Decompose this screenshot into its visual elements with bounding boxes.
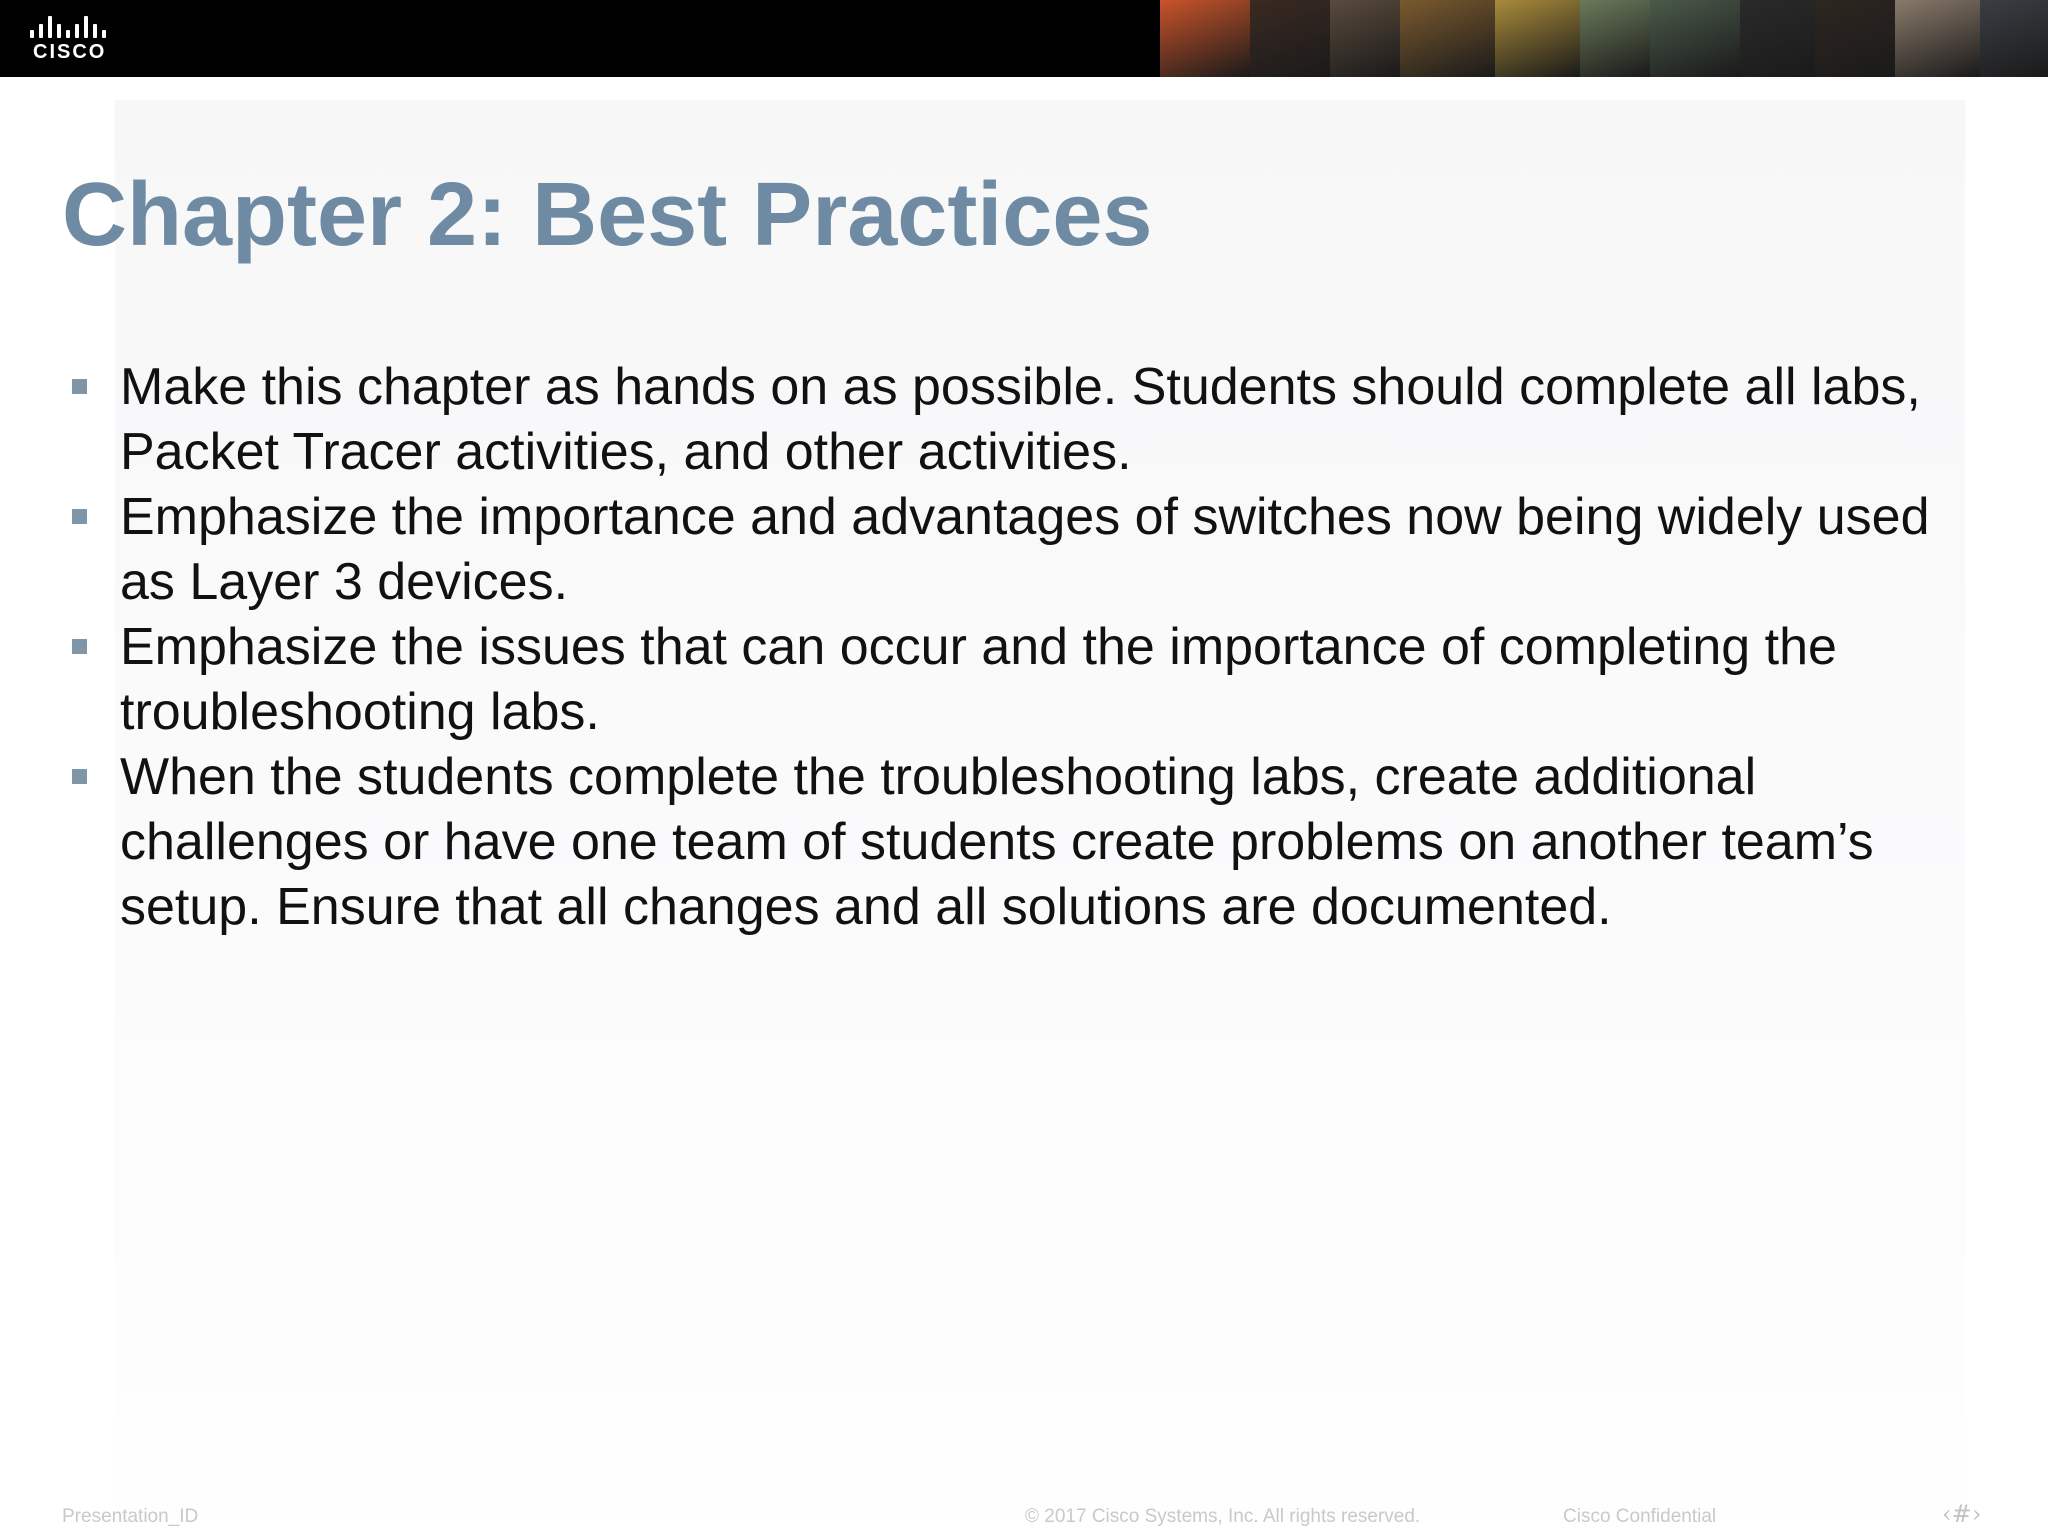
bullet-marker-icon	[72, 769, 87, 784]
logo-wordmark: CISCO	[33, 41, 107, 63]
bullet-text: When the students complete the troubleshooting labs, create additional challenges or have one team of students create problems on another team’s setup. Ensure that all changes and all solutions are documented.	[120, 748, 1874, 936]
slide-title: Chapter 2: Best Practices	[62, 165, 1153, 265]
bullet-text: Emphasize the issues that can occur and the importance of completing the troubleshooting labs.	[120, 618, 1837, 741]
footer-copyright: © 2017 Cisco Systems, Inc. All rights reserved.	[1025, 1506, 1421, 1527]
bullet-list	[70, 355, 1990, 940]
bullet-text: Emphasize the importance and advantages of switches now being widely used as Layer 3 devices.	[120, 488, 1930, 611]
bullet-marker-icon	[72, 379, 87, 394]
header-photo	[1400, 0, 1495, 77]
header-photo	[1740, 0, 1815, 77]
header-photo	[1495, 0, 1580, 77]
footer-presentation-id: Presentation_ID	[62, 1506, 199, 1527]
bullet-item	[70, 355, 1990, 485]
bullet-item	[70, 615, 1990, 745]
bullet-item	[70, 745, 1990, 940]
bullet-item	[70, 485, 1990, 615]
header-photo	[1580, 0, 1650, 77]
header-photo	[1815, 0, 1895, 77]
bullet-text: Make this chapter as hands on as possible. Students should complete all labs, Packet Tracer activities, and other activities.	[120, 358, 1921, 481]
header-photo-strip	[1160, 0, 2048, 77]
header-photo	[1160, 0, 1250, 77]
header-photo	[1650, 0, 1740, 77]
header-photo	[1895, 0, 1980, 77]
footer-page-number: ‹#›	[1942, 1500, 1982, 1528]
footer-confidential: Cisco Confidential	[1563, 1506, 1717, 1527]
header-photo	[1980, 0, 2048, 77]
bullet-marker-icon	[72, 639, 87, 654]
header-photo	[1330, 0, 1400, 77]
header-bar	[0, 0, 2048, 77]
header-photo	[1250, 0, 1330, 77]
cisco-bridge-icon	[30, 14, 114, 38]
bullet-marker-icon	[72, 509, 87, 524]
cisco-logo	[30, 14, 120, 64]
